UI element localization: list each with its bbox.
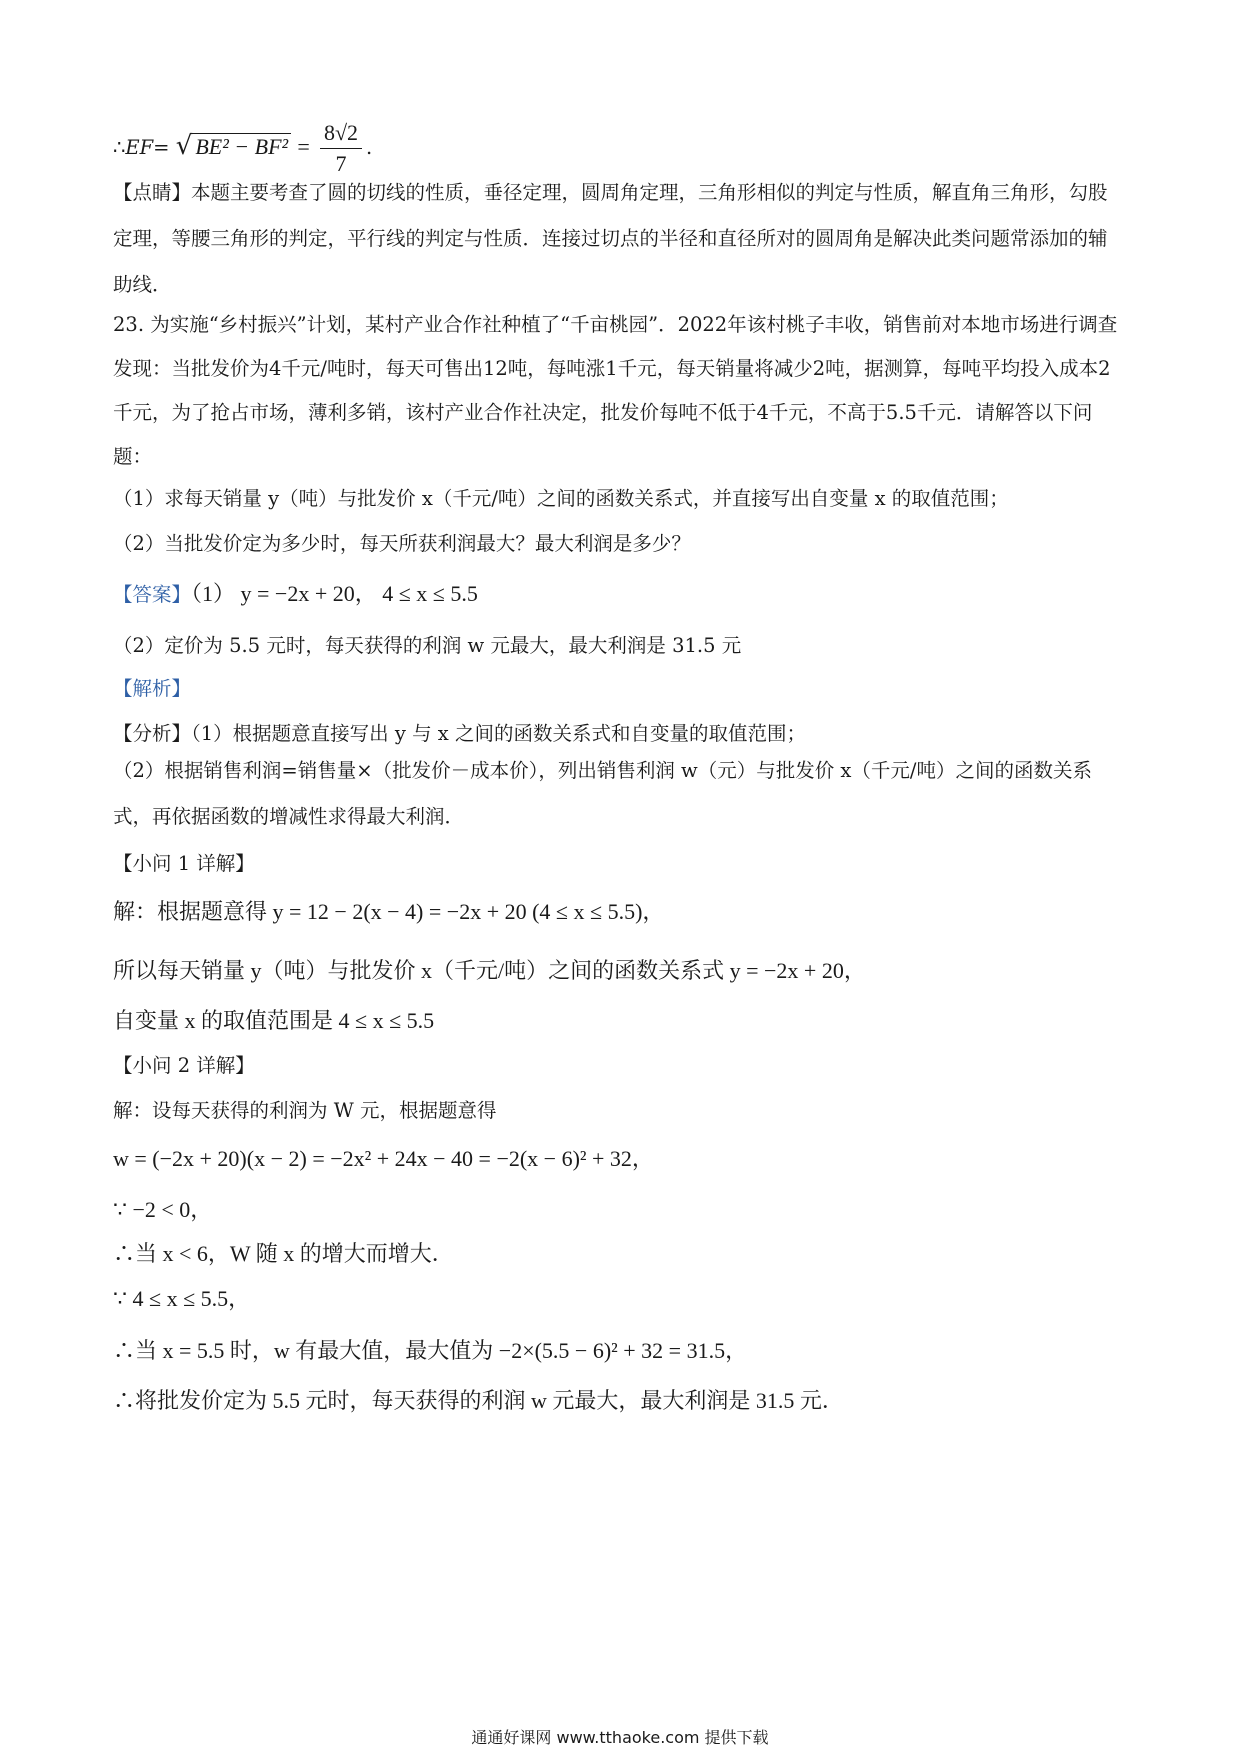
ef-radicand: BE² − BF² xyxy=(192,133,291,160)
solution-2-line-6: ∴当 x = 5.5 时，w 有最大值，最大值为 −2×(5.5 − 6)² + 32 = 31.5， xyxy=(113,1338,748,1363)
page-footer: 通通好课网 www.tthaoke.com 提供下载 xyxy=(471,1728,769,1747)
ef-numerator: 8√2 xyxy=(320,118,362,149)
therefore-symbol: ∴ xyxy=(113,136,126,159)
solution-2-line-4: ∴当 x < 6，W 随 x 的增大而增大． xyxy=(113,1241,454,1266)
answer-1: （1） y = −2x + 20， 4 ≤ x ≤ 5.5 xyxy=(191,581,478,606)
ef-lhs: EF= xyxy=(125,136,170,159)
fenxi-2: （2）根据销售利润=销售量×（批发价－成本价），列出销售利润 w（元）与批发价 x（千元/吨）之间的函数关系式，再依据函数的增减性求得最大利润． xyxy=(113,759,1092,828)
ef-denominator: 7 xyxy=(335,151,347,176)
question-part-1: （1）求每天销量 y（吨）与批发价 x（千元/吨）之间的函数关系式，并直接写出自变量 x 的取值范围； xyxy=(113,487,1009,510)
ef-equals: = xyxy=(297,134,310,159)
solution-1-line-2: 所以每天销量 y（吨）与批发价 x（千元/吨）之间的函数关系式 y = −2x + 20， xyxy=(113,958,866,983)
dianjing-paragraph: 【点睛】本题主要考查了圆的切线的性质，垂径定理，圆周角定理，三角形相似的判定与性质，解直角三角形，勾股定理，等腰三角形的判定，平行线的判定与性质．连接过切点的半径和直径所对的圆周角是解决此类问题常添加的辅助线． xyxy=(113,181,1108,296)
solution-2-line-5: ∵ 4 ≤ x ≤ 5.5， xyxy=(113,1286,251,1311)
question-part-2: （2）当批发价定为多少时，每天所获利润最大？最大利润是多少？ xyxy=(113,532,691,555)
question-23: 23. 为实施“乡村振兴”计划，某村产业合作社种植了“千亩桃园”．2022年该村桃子丰收，销售前对本地市场进行调查发现：当批发价为4千元/吨时，每天可售出12吨，每吨涨1千元，每天销量将减少2吨，据测算，每吨平均投入成本2千元，为了抢占市场，薄利多销，该村产业合作社决定，批发价每吨不低于4千元，不高于5.5千元．请解答以下问题： xyxy=(113,313,1118,468)
solution-1-line-1: 解：根据题意得 y = 12 − 2(x − 4) = −2x + 20 (4 ≤ x ≤ 5.5)， xyxy=(113,899,665,924)
answer-2: （2）定价为 5.5 元时，每天获得的利润 w 元最大，最大利润是 31.5 元 xyxy=(113,634,742,657)
answer-label: 【答案】 xyxy=(113,583,192,606)
jiexi-label: 【解析】 xyxy=(113,677,192,700)
answer-line-1 xyxy=(113,580,478,609)
solution-2-line-2: w = (−2x + 20)(x − 2) = −2x² + 24x − 40 = −2(x − 6)² + 32， xyxy=(113,1146,654,1171)
fenxi-1: 【分析】（1）根据题意直接写出 y 与 x 之间的函数关系式和自变量的取值范围； xyxy=(113,722,806,745)
solution-2-line-1: 解：设每天获得的利润为 W 元，根据题意得 xyxy=(113,1099,497,1122)
solution-2-line-7: ∴将批发价定为 5.5 元时，每天获得的利润 w 元最大，最大利润是 31.5 元． xyxy=(113,1388,844,1413)
ef-formula: ∴EF= √ BE² − BF² = $\frac{8√2}{7}$ . xyxy=(113,118,372,179)
solution-1-line-3: 自变量 x 的取值范围是 4 ≤ x ≤ 5.5 xyxy=(113,1008,435,1033)
sub1-label: 【小问 1 详解】 xyxy=(113,852,255,875)
solution-2-line-3: ∵ −2 < 0， xyxy=(113,1197,213,1222)
ef-end: . xyxy=(366,136,373,159)
sub2-label: 【小问 2 详解】 xyxy=(113,1054,255,1077)
